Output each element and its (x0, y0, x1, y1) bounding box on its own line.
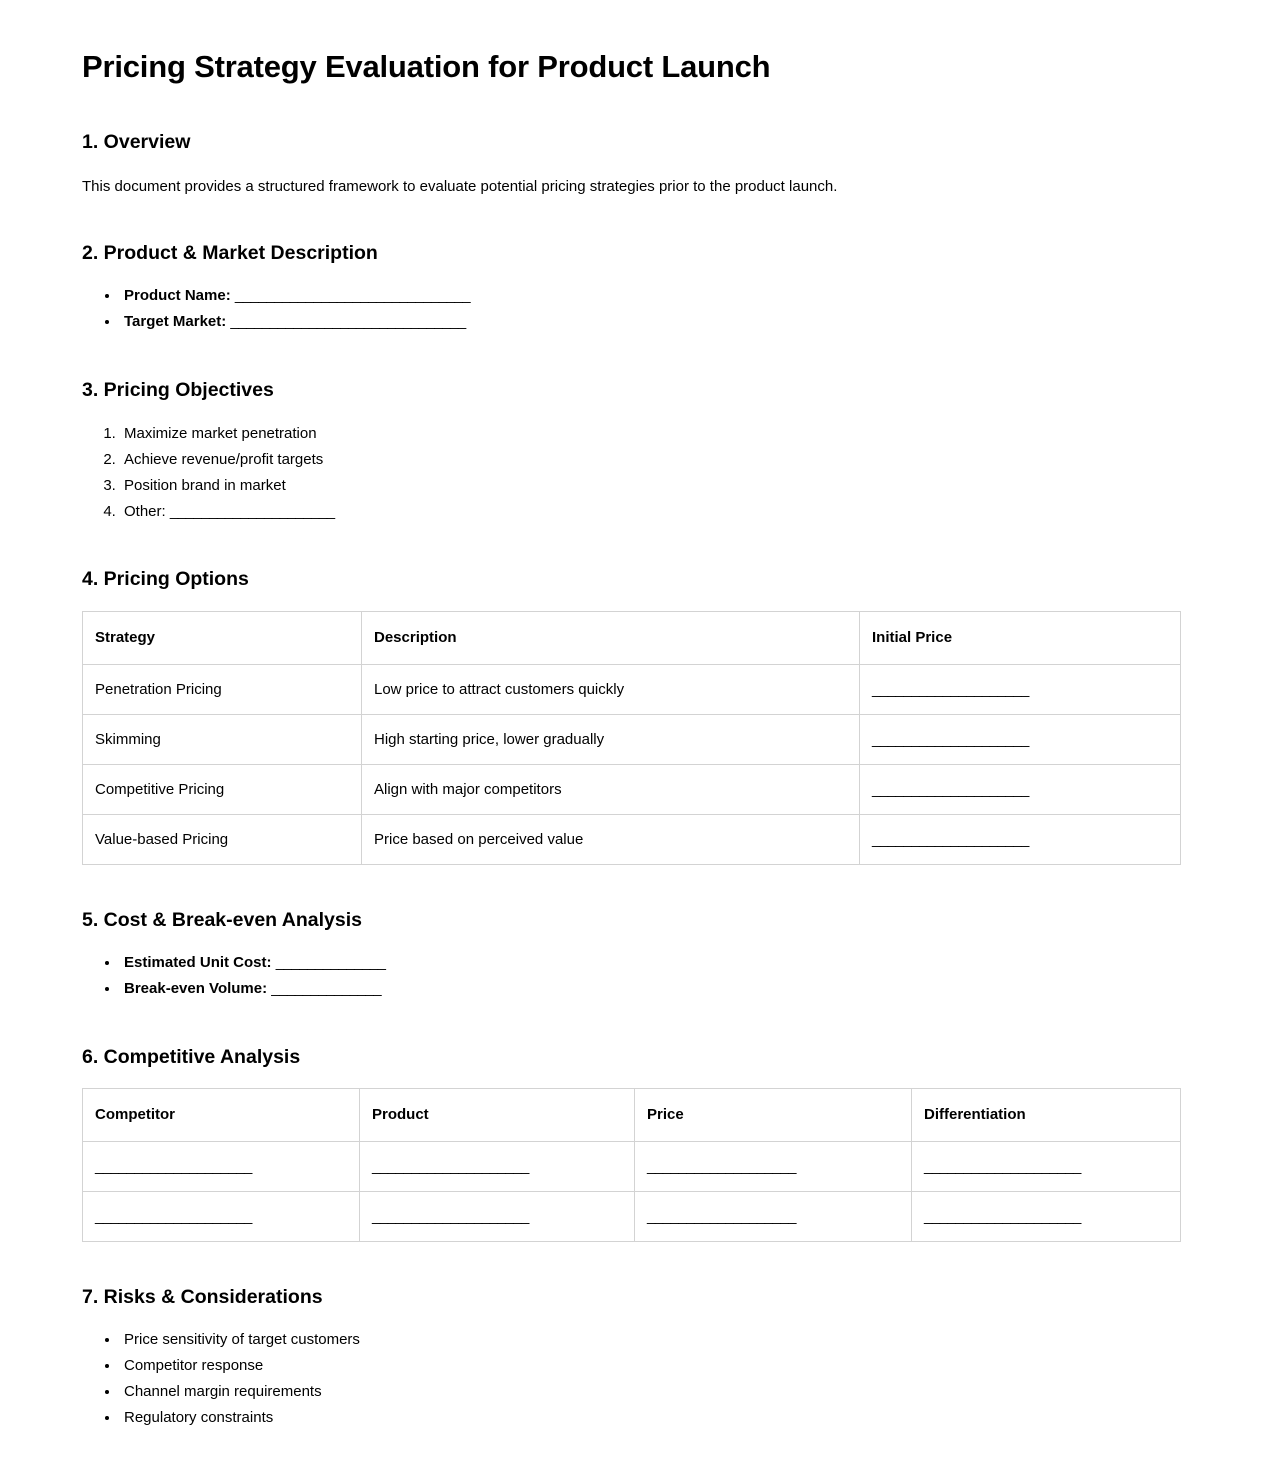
page-title: Pricing Strategy Evaluation for Product Launch (82, 49, 771, 84)
section-heading-risks: 7. Risks & Considerations (82, 1285, 323, 1308)
break-even-volume-label: Break-even Volume: (124, 979, 268, 997)
table-row (83, 664, 1181, 714)
cell-product[interactable] (360, 1141, 635, 1191)
cell-product[interactable] (360, 1191, 635, 1241)
cell-competitor[interactable] (83, 1191, 360, 1241)
cell-description: Align with major competitors (362, 764, 860, 814)
cell-initial-price[interactable] (860, 714, 1181, 764)
estimated-unit-cost-label: Estimated Unit Cost: (124, 954, 272, 971)
target-market-label: Target Market: (124, 312, 227, 330)
list-item (120, 976, 1181, 1002)
product-fill-line[interactable]: ____________________ (372, 1157, 529, 1175)
cell-differentiation[interactable] (912, 1141, 1181, 1191)
cell-strategy: Skimming (83, 714, 362, 764)
initial-price-fill-line[interactable]: ____________________ (872, 680, 1029, 698)
cell-price[interactable] (635, 1191, 912, 1241)
target-market-fill-line[interactable]: ______________________________ (230, 312, 466, 330)
list-item (120, 950, 1181, 976)
objective-other-label: Other: (124, 502, 170, 520)
list-item: • Price sensitivity of target customers (120, 1327, 1181, 1353)
list-item: • Channel margin requirements (120, 1379, 1181, 1405)
table-row (83, 1141, 1181, 1191)
list-item (120, 447, 1181, 473)
column-header-differentiation: Differentiation (912, 1088, 1181, 1141)
product-fill-line[interactable]: ____________________ (372, 1207, 529, 1225)
competitive-analysis-table (82, 1088, 1181, 1242)
objective-text: Maximize market penetration (124, 425, 317, 443)
price-fill-line[interactable]: ___________________ (647, 1207, 797, 1225)
initial-price-fill-line[interactable]: ____________________ (872, 780, 1029, 798)
list-item (120, 499, 1181, 525)
section-heading-overview: 1. Overview (82, 130, 191, 153)
product-market-list (82, 283, 1181, 335)
table-row (83, 814, 1181, 864)
cell-price[interactable] (635, 1141, 912, 1191)
estimated-unit-cost-fill-line[interactable]: ______________ (275, 954, 386, 971)
cell-initial-price[interactable] (860, 764, 1181, 814)
column-header-strategy: Strategy (83, 611, 362, 664)
price-fill-line[interactable]: ___________________ (647, 1157, 797, 1175)
table-header-row (83, 1088, 1181, 1141)
differentiation-fill-line[interactable]: ____________________ (924, 1207, 1081, 1225)
section-heading-cost-breakeven: 5. Cost & Break-even Analysis (82, 908, 362, 931)
overview-paragraph: This document provides a structured framework to evaluate potential pricing strategies prior to the product launch. (82, 178, 838, 196)
list-item (120, 283, 1181, 309)
list-item (120, 309, 1181, 335)
section-heading-pricing-objectives: 3. Pricing Objectives (82, 378, 274, 401)
initial-price-fill-line[interactable]: ____________________ (872, 730, 1029, 748)
column-header-description: Description (362, 611, 860, 664)
list-item (120, 421, 1181, 447)
cell-initial-price[interactable] (860, 664, 1181, 714)
differentiation-fill-line[interactable]: ____________________ (924, 1157, 1081, 1175)
cell-strategy: Competitive Pricing (83, 764, 362, 814)
cell-description: High starting price, lower gradually (362, 714, 860, 764)
break-even-volume-fill-line[interactable]: ______________ (271, 979, 382, 997)
cell-initial-price[interactable] (860, 814, 1181, 864)
objective-other-fill-line[interactable]: _____________________ (169, 502, 335, 520)
cell-strategy: Penetration Pricing (83, 664, 362, 714)
section-heading-competitive-analysis: 6. Competitive Analysis (82, 1045, 301, 1068)
list-item: • Competitor response (120, 1353, 1181, 1379)
list-item: • Regulatory constraints (120, 1405, 1181, 1431)
pricing-options-table (82, 611, 1181, 865)
cost-breakeven-list (82, 950, 1181, 1002)
table-row (83, 1191, 1181, 1241)
table-header-row (83, 611, 1181, 664)
cell-description: Price based on perceived value (362, 814, 860, 864)
section-heading-product-market: 2. Product & Market Description (82, 241, 378, 264)
objective-text: Achieve revenue/profit targets (124, 450, 324, 468)
cell-description: Low price to attract customers quickly (362, 664, 860, 714)
competitor-fill-line[interactable]: ____________________ (95, 1157, 252, 1175)
table-row (83, 764, 1181, 814)
product-name-fill-line[interactable]: ______________________________ (234, 287, 471, 305)
risks-list (82, 1327, 1181, 1430)
list-item (120, 473, 1181, 499)
column-header-product: Product (360, 1088, 635, 1141)
initial-price-fill-line[interactable]: ____________________ (872, 830, 1029, 848)
cell-differentiation[interactable] (912, 1191, 1181, 1241)
column-header-price: Price (635, 1088, 912, 1141)
cell-competitor[interactable] (83, 1141, 360, 1191)
pricing-objectives-list (82, 421, 1181, 524)
section-heading-pricing-options: 4. Pricing Options (82, 568, 249, 591)
competitor-fill-line[interactable]: ____________________ (95, 1207, 252, 1225)
column-header-competitor: Competitor (83, 1088, 360, 1141)
product-name-label: Product Name: (124, 287, 231, 305)
table-row (83, 714, 1181, 764)
cell-strategy: Value-based Pricing (83, 814, 362, 864)
column-header-initial-price: Initial Price (860, 611, 1181, 664)
objective-text: Position brand in market (124, 476, 286, 494)
